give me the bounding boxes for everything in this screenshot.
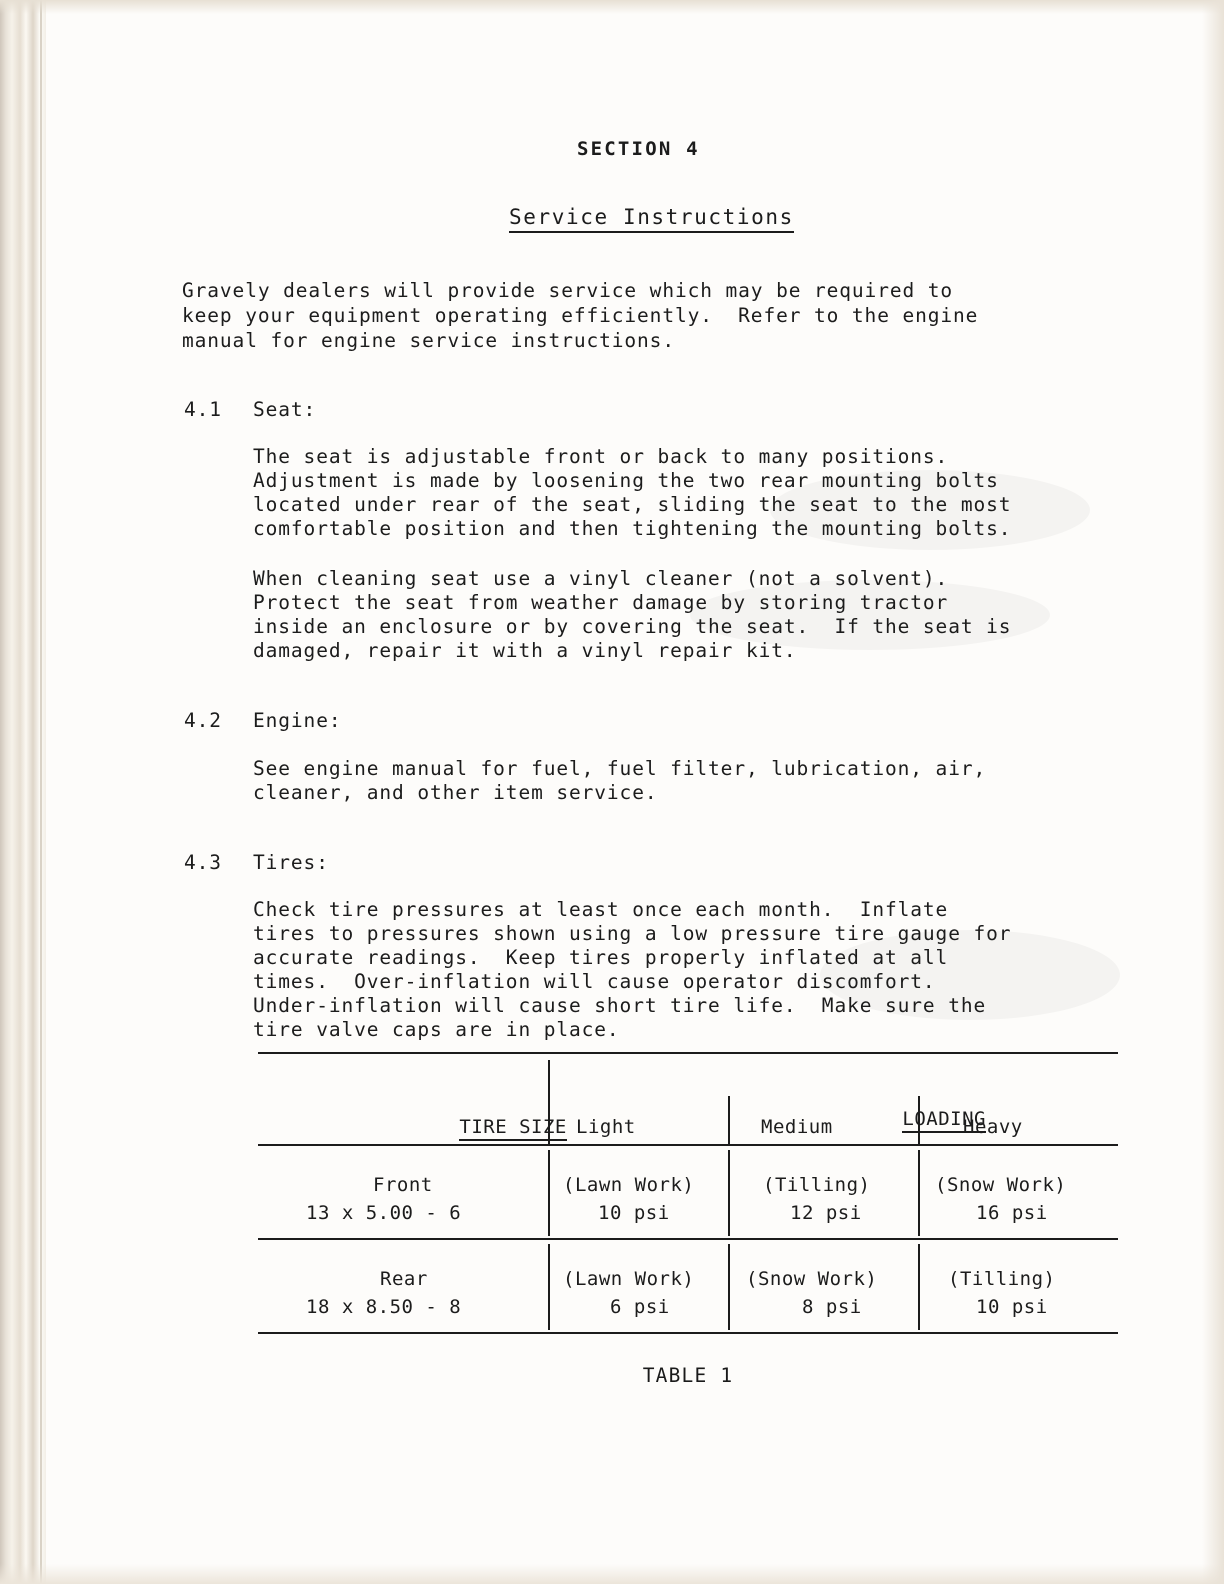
body-line: tires to pressures shown using a low pressure tire gauge for [253,922,1012,945]
body-line: Adjustment is made by loosening the two rear mounting bolts [253,469,999,492]
table-divider [918,1150,920,1236]
section-header: SECTION 4 [577,138,700,160]
body-line: tire valve caps are in place. [253,1018,620,1041]
cell-use: (Snow Work) [746,1268,878,1290]
body-line: See engine manual for fuel, fuel filter, lubrication, air, [253,757,987,780]
cell-pressure: 10 psi [598,1202,670,1224]
table-divider [728,1150,730,1236]
body-line: Check tire pressures at least once each month. Inflate [253,898,949,921]
section-number-4-3: 4.3 [184,851,222,874]
body-line: Protect the seat from weather damage by storing tractor [253,591,949,614]
table-divider [728,1244,730,1330]
body-line: When cleaning seat use a vinyl cleaner (not a solvent). [253,567,949,590]
body-line: Under-inflation will cause short tire life. Make sure the [253,994,987,1017]
cell-pressure: 6 psi [610,1296,670,1318]
cell-use: (Tilling) [948,1268,1056,1290]
body-line: comfortable position and then tightening the mounting bolts. [253,517,1012,540]
intro-line: Gravely dealers will provide service which may be required to [182,279,954,302]
section-number-4-1: 4.1 [184,398,222,421]
cell-use: (Lawn Work) [563,1174,695,1196]
table-header-medium: Medium [761,1116,833,1138]
table-divider [548,1244,550,1330]
body-line: damaged, repair it with a vinyl repair kit. [253,639,797,662]
cell-pressure: 8 psi [802,1296,862,1318]
cell-use: (Lawn Work) [563,1268,695,1290]
table-caption: TABLE 1 [642,1364,734,1387]
table-row-rear [258,1240,1118,1332]
body-line: times. Over-inflation will cause operator discomfort. [253,970,936,993]
cell-pressure: 16 psi [976,1202,1048,1224]
row-position: Rear [380,1268,428,1290]
table-header-heavy: Heavy [963,1116,1023,1138]
cell-use: (Snow Work) [935,1174,1067,1196]
intro-line: manual for engine service instructions. [182,329,675,352]
cell-use: (Tilling) [763,1174,871,1196]
body-line: inside an enclosure or by covering the seat. If the seat is [253,615,1012,638]
table-header-loading: LOADING [902,1108,986,1133]
section-heading-engine: Engine: [253,709,342,732]
table-header-light: Light [576,1116,636,1138]
cell-pressure: 12 psi [790,1202,862,1224]
cell-pressure: 10 psi [976,1296,1048,1318]
table-divider [918,1244,920,1330]
table-divider [548,1150,550,1236]
section-number-4-2: 4.2 [184,709,222,732]
table-row-front [258,1146,1118,1238]
row-position: Front [373,1174,433,1196]
body-line: cleaner, and other item service. [253,781,658,804]
row-size: 13 x 5.00 - 6 [306,1202,462,1224]
page-title: Service Instructions [509,205,794,233]
body-line: The seat is adjustable front or back to many positions. [253,445,949,468]
tire-pressure-table [258,1052,1118,1387]
section-heading-seat: Seat: [253,398,317,421]
table-header-tire-size: TIRE SIZE [459,1116,566,1141]
table-bottom-rule [258,1332,1118,1334]
intro-line: keep your equipment operating efficiently. Refer to the engine [182,304,979,327]
body-line: accurate readings. Keep tires properly inflated at all [253,946,949,969]
body-line: located under rear of the seat, sliding the seat to the most [253,493,1012,516]
section-heading-tires: Tires: [253,851,329,874]
table-divider [728,1096,730,1144]
row-size: 18 x 8.50 - 8 [306,1296,462,1318]
